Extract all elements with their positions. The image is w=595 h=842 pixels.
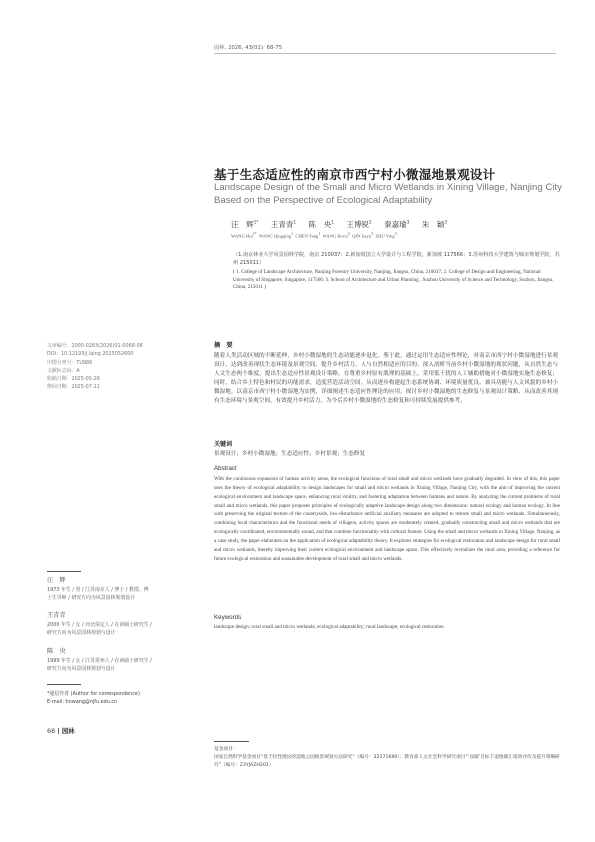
bio-name: 王青青 bbox=[47, 612, 66, 619]
bio-rule bbox=[47, 571, 81, 572]
bio-name: 陈 央 bbox=[47, 648, 66, 655]
bio-line: 士生导师 / 研究方向为风景园林规划设计 bbox=[47, 595, 135, 602]
corresponding-author: *通信作者 (Author for correspondence) bbox=[47, 691, 140, 697]
meta-document-code: 文献标志码：A bbox=[47, 367, 80, 374]
keywords-cn: 景观设计；乡村小微湿地；生态适应性；乡村景观；生态修复 bbox=[214, 451, 366, 457]
bio-line: 1999 年生 / 女 / 江苏常州人 / 在读硕士研究生 / bbox=[47, 658, 152, 664]
meta-received: 收稿日期：2025-05-26 bbox=[47, 376, 100, 383]
title-cn: 基于生态适应性的南京市西宁村小微湿地景观设计 bbox=[214, 167, 496, 182]
keywords-cn-heading: 关键词 bbox=[214, 441, 233, 448]
bio-line: 研究方向为风景园林规划与设计 bbox=[47, 630, 116, 637]
abstract-en: With the continuous expansion of human activity areas, the ecological functions of rural small and micro wetlands have gradually degraded. In view of this, this paper uses the theory of ecological adaptability to design landscapes for small and micro wetlands in Xining Village, Nanjing City, with the aim of improving the current ecological environment and landscape space, enhancing rural vitality, and fostering adaptation between humans and nature. By analyzing the current problems of rural small and micro wetlands, this paper proposes principles of ecologically adaptive landscape design along two dimensions: natural ecology and human ecology. In line with preserving the original texture of the countryside, low-disturbance artificial auxiliary measures are adopted to restore small and micro wetlands. Simultaneously, combining local characteristics and the functional needs of villagers, activity spaces are moderately created, gradually constructing small and micro wetlands that are ecologically coordinated, environmentally sound, and that combine functionality with cultural feature. Using the small and micro wetlands in Xining Village, Nanjing, as a case study, the paper elaborates on the application of ecological adaptability theory. It explores strategies for ecological restoration and landscape design for rural small and micro wetlands, thereby improving their current ecological environment and landscape space. This effectively revitalizes the rural area, providing a reference for future ecological restoration and sustainable development of rural small and micro wetlands. bbox=[214, 476, 560, 562]
bio-line: 2000 年生 / 女 / 河北保定人 / 在读硕士研究生 / bbox=[47, 622, 152, 628]
meta-classification: 中图分类号：TU986 bbox=[47, 359, 93, 366]
affiliation-cn: （1.南京林业大学风景园林学院，南京 210037；2.新加坡国立大学设计与工程学院，新加坡 117566；3.苏州科技大学建筑与城市规划学院，苏州 215011） bbox=[233, 252, 560, 267]
title-en: Landscape Design of the Small and Micro Wetlands in Xining Village, Nanjing City Based on the Perspective of Ecological Adaptability bbox=[214, 182, 562, 206]
corresponding-email[interactable]: E-mail: hnwang@njfu.edu.cn bbox=[47, 699, 118, 705]
keywords-en-heading: Keywords bbox=[214, 614, 242, 621]
bio-line: 研究方向为风景园林规划与设计 bbox=[47, 666, 116, 673]
correspondence bbox=[47, 690, 187, 706]
running-head: 园林, 2026, 43(01): 68-75 bbox=[214, 45, 283, 51]
fund-heading: 基金项目： bbox=[214, 747, 238, 752]
journal-name: 园林 bbox=[61, 727, 75, 735]
author-cn: 秦嘉瑜$^3$ bbox=[384, 219, 410, 229]
fund-rule bbox=[214, 741, 249, 742]
correspondence-rule bbox=[47, 684, 81, 685]
author-bio bbox=[47, 611, 167, 637]
authors-en: WANG Hui$^{1*}$ WANG Qingqing$^1$ CHEN Yang$^1$ WANG Borui$^2$ QIN Jiayu$^3$ ZHU Ying$^3$ bbox=[231, 232, 397, 239]
fund-text: 国家自然科学基金项目“基于轻性理论的湿地公园植景规划方法研究”（编号：32171690）；教育部人文社会科学研究项目“‘双碳’目标下湿地碳汇绩效评价及提升策略研究”（编号：23YJAZH201） bbox=[214, 754, 560, 768]
meta-doi: DOI：10.12193/j.laing.2025052600 bbox=[47, 351, 134, 358]
bio-name: 汪 辉 bbox=[47, 577, 66, 584]
meta-revised: 修回日期：2025-07-11 bbox=[47, 384, 100, 391]
meta-article-number: 文章编号：1000-0283(2026)01-0068-08 bbox=[47, 343, 143, 349]
abstract-cn-heading: 摘 要 bbox=[214, 342, 233, 349]
author-cn: 朱 颖$^3$ bbox=[421, 219, 448, 229]
page-footer bbox=[47, 726, 75, 735]
abstract-cn: 随着人类活动区域的不断延伸，乡村小微湿地的生态功能逐步退化。鉴于此，通过运用生态适应性理论，对南京市西宁村小微湿地进行景观设计，达到改善现状生态环境及景观空间、提升乡村活力、人与自然相适应的目的。深入剖析当前乡村小微湿地的现状问题，从自然生态与人文生态两个维度，提出生态适应性景观设计策略。在尊重乡村原有肌理的基础上，采用低干扰的人工辅助措施对小微湿地实施生态修复；同时，结合乡土特色和村民的功能需求，适度营造活动空间。从而逐步构建起生态系统协调、环境质量优良、兼具功能与人文风貌的乡村小微湿地。以南京市西宁村小微湿地为实例，详细阐述生态适应性理论的应用，探讨乡村小微湿地的生态修复与景观设计策略，从而改善其现有生态环境与景观空间，有效提升乡村活力，为今后乡村小微湿地的生态修复和可持续发展提供参考。 bbox=[214, 353, 558, 404]
abstract-en-heading: Abstract bbox=[214, 465, 237, 472]
article-meta bbox=[47, 342, 143, 392]
authors-cn bbox=[231, 219, 447, 230]
author-bio bbox=[47, 647, 167, 673]
keywords-en: landscape design; rural small and micro wetlands; ecological adaptability; rural landscape; ecological restoration bbox=[214, 624, 444, 630]
fund-info bbox=[214, 746, 562, 769]
footer-divider bbox=[58, 728, 59, 734]
author-cn: 王青青$^1$ bbox=[270, 219, 297, 229]
author-bio bbox=[47, 576, 167, 602]
header-rule bbox=[214, 53, 556, 54]
author-cn: 汪 辉$^{1*}$ bbox=[231, 219, 259, 229]
page-number: 68 bbox=[47, 727, 56, 735]
author-cn: 王博锐$^2$ bbox=[346, 219, 372, 229]
affiliation-en: ( 1. College of Landscape Architecture, Nanjing Forestry University, Nanjing, Jiangsu, China, 210037; 2. College of Design and Engineering, National University of Singapore, Singapore, 117566; 3. School of Architecture and Urban Planning , Suzhou University of Science and Technology, Suzhou, Jiangsu, China, 215011 ) bbox=[233, 269, 554, 291]
bio-line: 1973 年生 / 男 / 江苏南京人 / 博士 / 教授、博 bbox=[47, 587, 149, 593]
author-cn: 陈 央$^1$ bbox=[308, 219, 334, 229]
